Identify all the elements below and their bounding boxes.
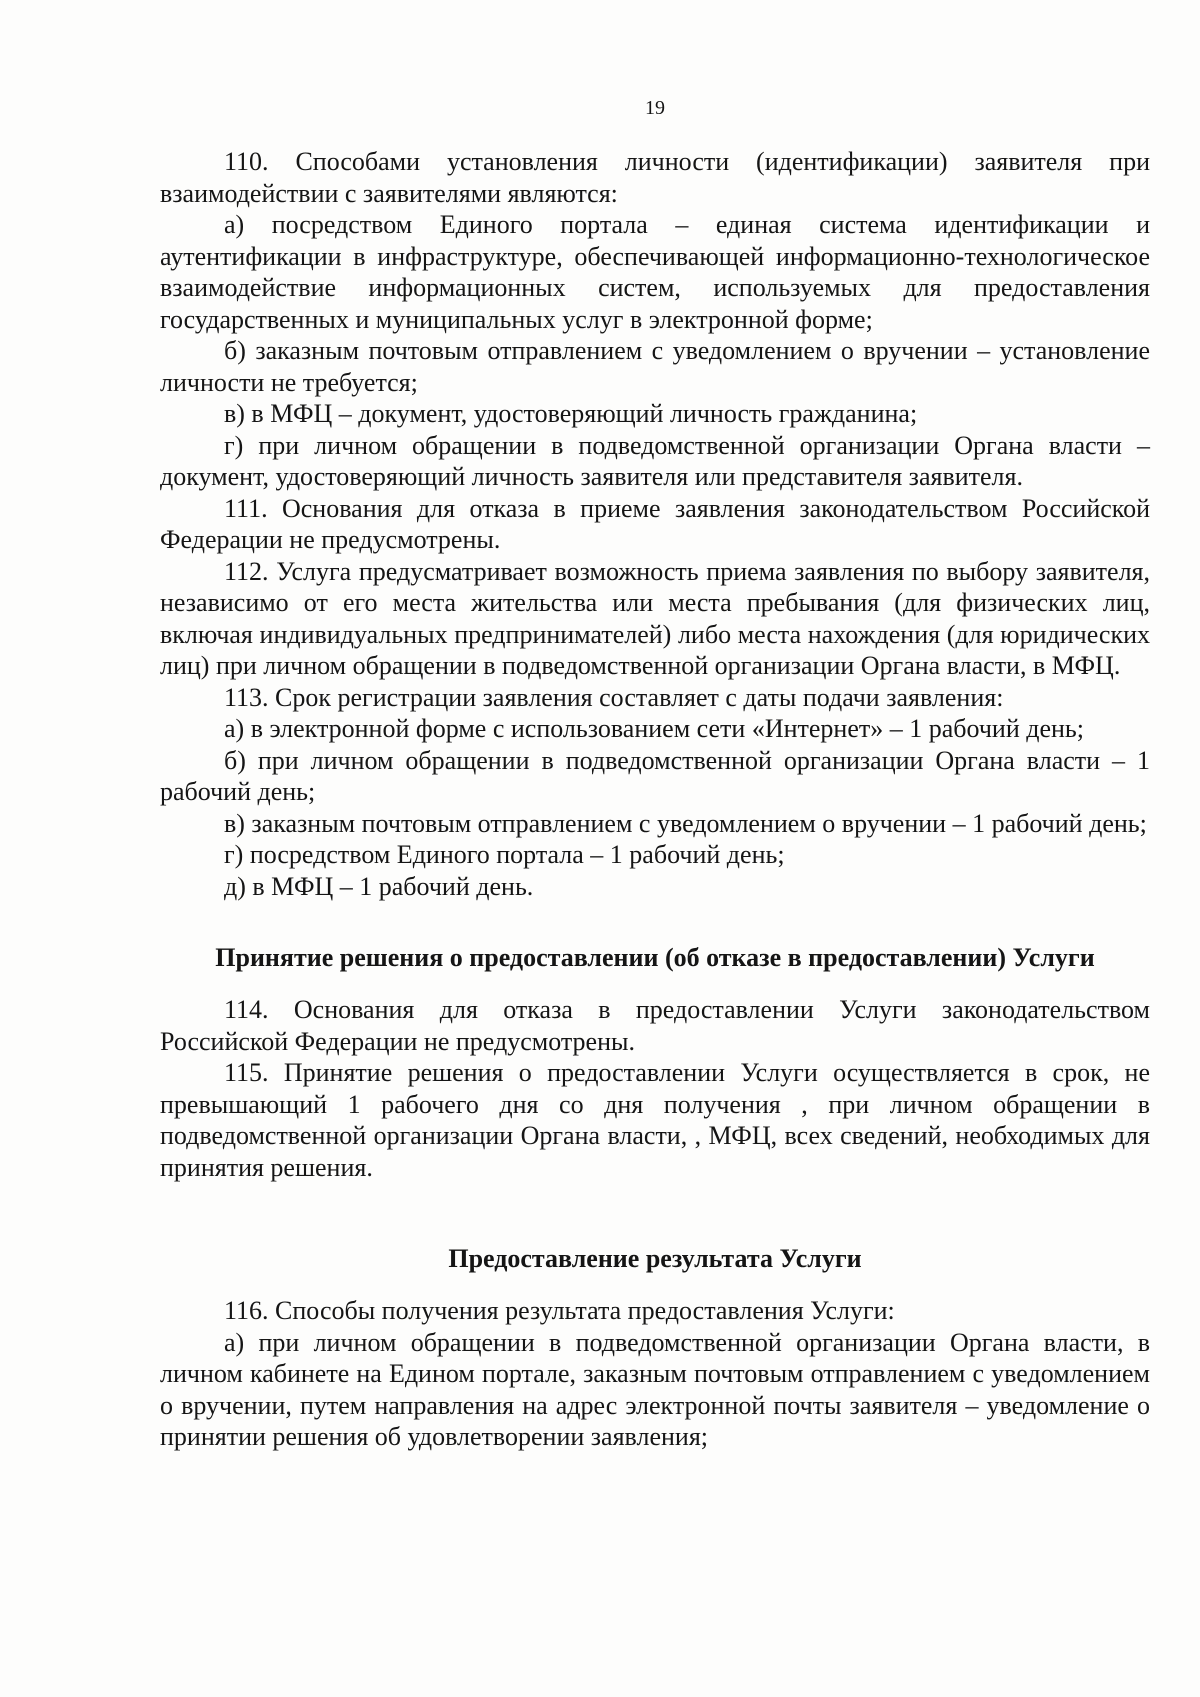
paragraph-110-b: б) заказным почтовым отправлением с уведомлением о вручении – установление личности не требуется; <box>160 336 1150 397</box>
paragraph-113-g: г) посредством Единого портала – 1 рабочий день; <box>224 840 785 869</box>
paragraph-115: 115. Принятие решения о предоставлении Услуги осуществляется в срок, не превышающий 1 рабочего дня со дня получения , при личном обращении в подведомственной организации Органа власти, , МФЦ, всех сведений, необходимых для принятия решения. <box>160 1058 1150 1182</box>
paragraph-110: 110. Способами установления личности (идентификации) заявителя при взаимодействии с заявителями являются: <box>160 147 1150 208</box>
paragraph-112: 112. Услуга предусматривает возможность приема заявления по выбору заявителя, независимо от его места жительства или места пребывания (для физических лиц, включая индивидуальных предпринимателей) либо места нахождения (для юридических лиц) при личном обращении в подведомственной организации Органа власти, в МФЦ. <box>160 556 1150 680</box>
paragraph-110-v: в) в МФЦ – документ, удостоверяющий личность гражданина; <box>224 399 918 428</box>
section-heading-result: Предоставление результата Услуги <box>448 1244 862 1273</box>
page-number: 19 <box>645 97 665 119</box>
paragraph-113-b: б) при личном обращении в подведомственной организации Органа власти – 1 рабочий день; <box>160 745 1150 806</box>
paragraph-114: 114. Основания для отказа в предоставлении Услуги законодательством Российской Федерации не предусмотрены. <box>160 995 1150 1056</box>
section-identification <box>160 146 1150 902</box>
paragraph-110-g: г) при личном обращении в подведомственной организации Органа власти – документ, удостоверяющий личность заявителя или представителя заявителя. <box>160 430 1150 491</box>
paragraph-116: 116. Способы получения результата предоставления Услуги: <box>224 1296 895 1325</box>
paragraph-113-d: д) в МФЦ – 1 рабочий день. <box>224 871 534 901</box>
paragraph-116-a: а) при личном обращении в подведомственной организации Органа власти, в личном кабинете на Едином портале, заказным почтовым отправлением с уведомлением о вручении, путем направления на адрес электронной почты заявителя – уведомление о принятии решения об удовлетворении заявления; <box>160 1327 1150 1451</box>
document-body <box>160 96 1150 1453</box>
section-heading-decision: Принятие решения о предоставлении (об отказе в предоставлении) Услуги <box>215 943 1095 972</box>
paragraph-113: 113. Срок регистрации заявления составляет с даты подачи заявления: <box>224 682 1004 712</box>
paragraph-113-a: а) в электронной форме с использованием сети «Интернет» – 1 рабочий день; <box>224 714 1084 743</box>
paragraph-110-a: а) посредством Единого портала – единая система идентификации и аутентификации в инфраструктуре, обеспечивающей информационно-технологическое взаимодействие информационных систем, используемых для предоставления государственных и муниципальных услуг в электронной форме; <box>160 210 1150 334</box>
paragraph-113-v: в) заказным почтовым отправлением с уведомлением о вручении – 1 рабочий день; <box>224 808 1147 838</box>
paragraph-111: 111. Основания для отказа в приеме заявления законодательством Российской Федерации не предусмотрены. <box>160 493 1150 554</box>
section-decision <box>160 994 1150 1183</box>
section-result <box>160 1295 1150 1453</box>
